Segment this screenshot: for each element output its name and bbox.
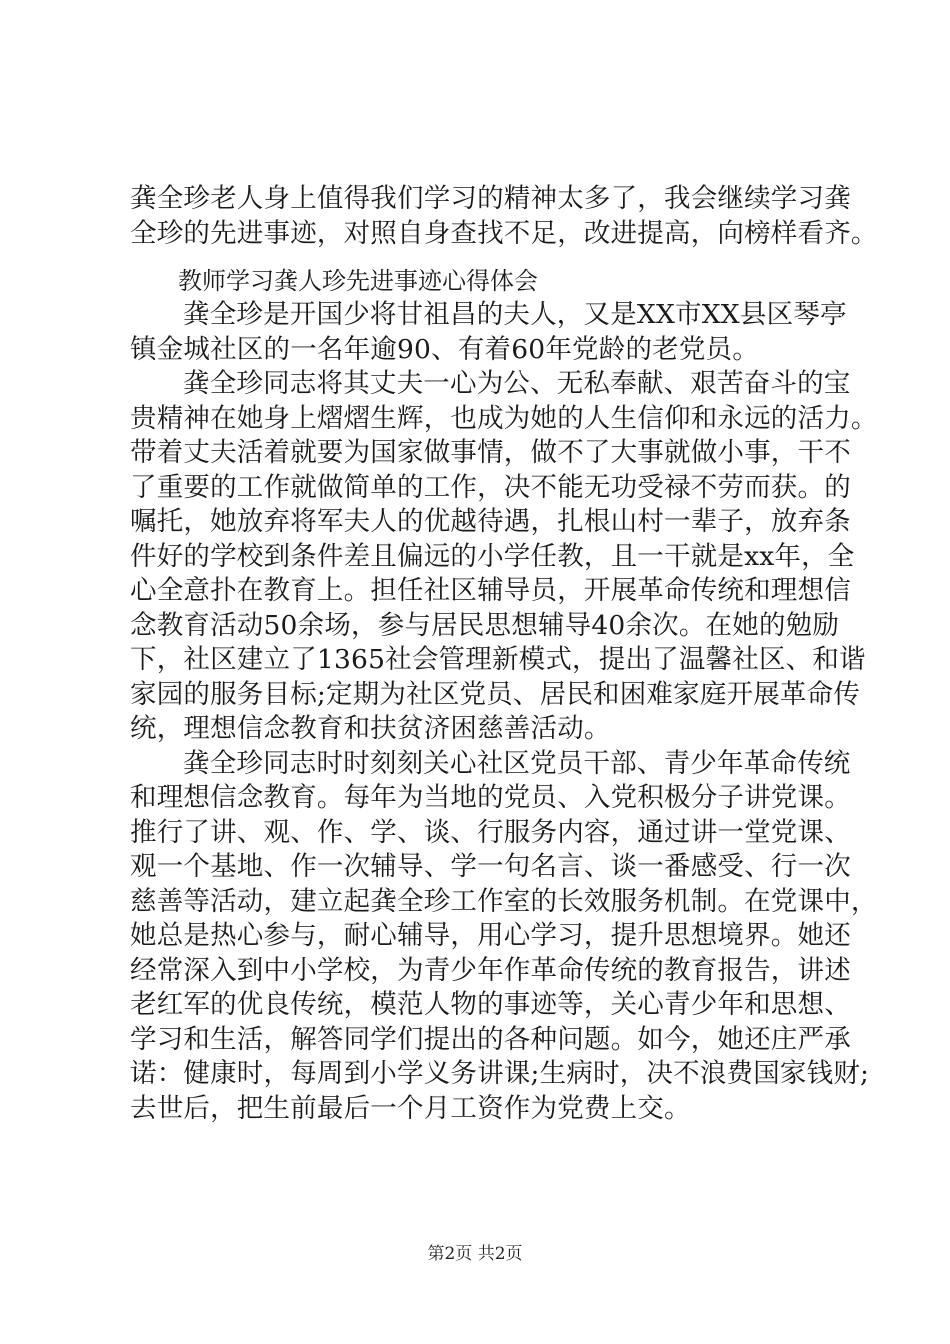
paragraph-3: [130, 747, 878, 1127]
text-line: 了重要的工作就做简单的工作，决不能无功受禄不劳而获。的: [130, 471, 851, 503]
text-line: 件好的学校到条件差且偏远的小学任教，且一干就是xx年，全: [130, 540, 855, 572]
text-line: 龚全珍老人身上值得我们学习的精神太多了，我会继续学习龚: [130, 183, 851, 214]
paragraph-1: [130, 298, 847, 367]
text-line: 镇金城社区的一名年逾90、有着60年党龄的老党员。: [130, 333, 759, 365]
text-line: 经常深入到中小学校，为青少年作革命传统的教育报告，讲述: [130, 954, 851, 986]
article-heading: 教师学习龚人珍先进事迹心得体会: [178, 267, 538, 295]
text-line: 龚全珍同志时时刻刻关心社区党员干部、青少年革命传统: [183, 747, 851, 779]
text-line: 贵精神在她身上熠熠生辉，也成为她的人生信仰和永远的活力。: [130, 402, 878, 434]
text-line: 诺：健康时，每周到小学义务讲课;生病时，决不浪费国家钱财;: [130, 1058, 870, 1089]
text-line: 带着丈夫活着就要为国家做事情，做不了大事就做小事，干不: [130, 437, 851, 468]
page-number-footer: 第2页 共2页: [427, 1244, 523, 1264]
text-line: 龚全珍同志将其丈夫一心为公、无私奉献、艰苦奋斗的宝: [183, 368, 851, 399]
intro-paragraph: [130, 182, 878, 251]
text-line: 和理想信念教育。每年为当地的党员、入党积极分子讲党课。: [130, 782, 851, 813]
text-line: 龚全珍是开国少将甘祖昌的夫人，又是XX市XX县区琴亭: [183, 299, 847, 330]
text-line: 慈善等活动，建立起龚全珍工作室的长效服务机制。在党课中，: [130, 885, 878, 917]
text-line: 念教育活动50余场，参与居民思想辅导40余次。在她的勉励: [130, 609, 840, 641]
text-line: 家园的服务目标;定期为社区党员、居民和困难家庭开展革命传: [130, 678, 861, 710]
text-line: 她总是热心参与，耐心辅导，用心学习，提升思想境界。她还: [130, 920, 851, 951]
text-line: 老红军的优良传统，模范人物的事迹等，关心青少年和思想、: [130, 989, 851, 1020]
text-line: 下，社区建立了1365社会管理新模式，提出了温馨社区、和谐: [130, 644, 866, 675]
text-line: 去世后，把生前最后一个月工资作为党费上交。: [130, 1092, 691, 1124]
article-body: [130, 298, 878, 1126]
text-line: 心全意扑在教育上。担任社区辅导员，开展革命传统和理想信: [130, 575, 851, 606]
paragraph-2: [130, 367, 878, 747]
text-line: 观一个基地、作一次辅导、学一句名言、谈一番感受、行一次: [130, 851, 851, 882]
text-line: 统，理想信念教育和扶贫济困慈善活动。: [130, 713, 611, 744]
text-line: 推行了讲、观、作、学、谈、行服务内容，通过讲一堂党课、: [130, 816, 851, 848]
text-line: 学习和生活，解答同学们提出的各种问题。如今，她还庄严承: [130, 1023, 851, 1055]
text-line: 嘱托，她放弃将军夫人的优越待遇，扎根山村一辈子，放弃条: [130, 506, 851, 537]
text-line: 全珍的先进事迹，对照自身查找不足，改进提高，向榜样看齐。: [130, 217, 878, 249]
